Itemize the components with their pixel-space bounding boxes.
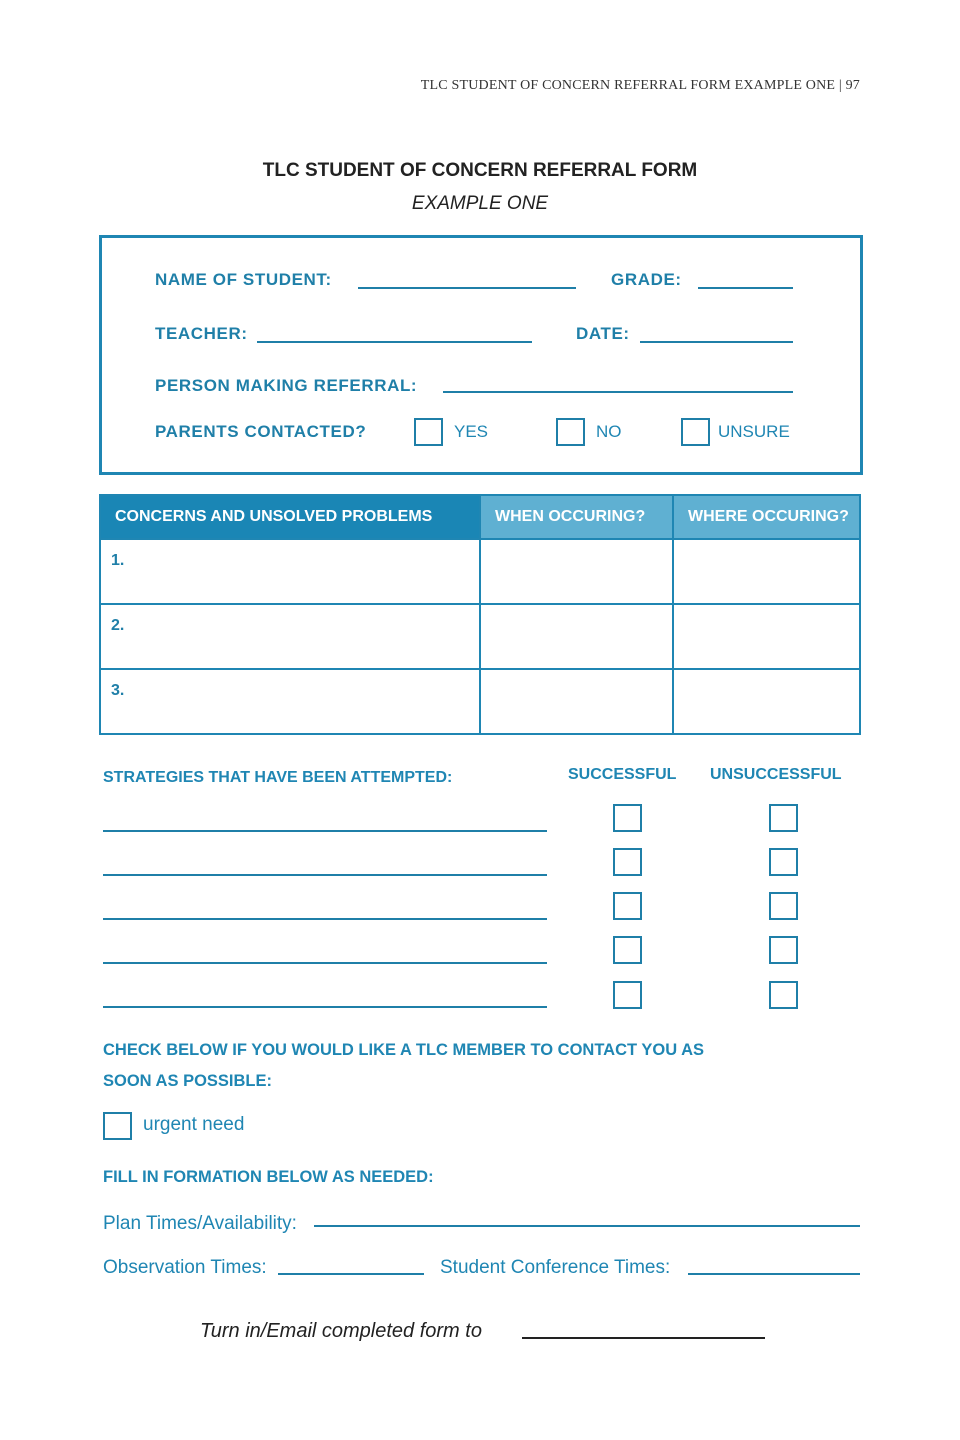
date-label: DATE: xyxy=(576,324,630,343)
strategy-line[interactable] xyxy=(103,1006,547,1008)
contact-instruction-line2: SOON AS POSSIBLE: xyxy=(103,1072,272,1090)
concern-cell[interactable] xyxy=(100,539,480,604)
name-of-student-field[interactable] xyxy=(358,287,576,289)
unsuccessful-checkbox[interactable] xyxy=(769,981,798,1009)
successful-checkbox[interactable] xyxy=(613,848,642,876)
when-header: WHEN OCCURING? xyxy=(480,495,673,539)
date-field[interactable] xyxy=(640,341,793,343)
parents-contacted-label: PARENTS CONTACTED? xyxy=(155,422,367,441)
referrer-label: PERSON MAKING REFERRAL: xyxy=(155,376,418,395)
form-subtitle: EXAMPLE ONE xyxy=(411,193,549,214)
form-title: TLC STUDENT OF CONCERN REFERRAL FORM xyxy=(262,160,698,181)
where-cell[interactable] xyxy=(673,669,860,734)
grade-label: GRADE: xyxy=(611,270,682,289)
unsuccessful-checkbox[interactable] xyxy=(769,848,798,876)
where-cell[interactable] xyxy=(673,539,860,604)
referrer-field[interactable] xyxy=(443,391,793,393)
strategy-line[interactable] xyxy=(103,874,547,876)
concern-cell[interactable] xyxy=(100,669,480,734)
concerns-header: CONCERNS AND UNSOLVED PROBLEMS xyxy=(100,495,480,539)
concerns-table xyxy=(99,494,861,735)
unsuccessful-checkbox[interactable] xyxy=(769,936,798,964)
grade-field[interactable] xyxy=(698,287,793,289)
contact-instruction-line1: CHECK BELOW IF YOU WOULD LIKE A TLC MEMBER TO CONTACT YOU AS xyxy=(103,1041,705,1059)
plan-times-field[interactable] xyxy=(314,1225,860,1227)
urgent-need-checkbox[interactable] xyxy=(103,1112,132,1140)
where-header: WHERE OCCURING? xyxy=(673,495,860,539)
conference-times-label: Student Conference Times: xyxy=(440,1257,671,1278)
teacher-label: TEACHER: xyxy=(155,324,248,343)
row-number: 1. xyxy=(111,552,125,569)
turn-in-instruction: Turn in/Email completed form to xyxy=(200,1320,482,1342)
urgent-need-label: urgent need xyxy=(143,1114,245,1135)
when-cell[interactable] xyxy=(480,604,673,669)
parents-yes-checkbox[interactable] xyxy=(414,418,443,446)
running-header: TLC STUDENT OF CONCERN REFERRAL FORM EXAMPLE ONE | 97 xyxy=(420,78,860,93)
observation-times-label: Observation Times: xyxy=(103,1257,267,1278)
successful-checkbox[interactable] xyxy=(613,981,642,1009)
table-header-row xyxy=(100,495,860,539)
unsuccessful-checkbox[interactable] xyxy=(769,804,798,832)
when-cell[interactable] xyxy=(480,669,673,734)
observation-times-field[interactable] xyxy=(278,1273,424,1275)
strategy-line[interactable] xyxy=(103,962,547,964)
strategy-line[interactable] xyxy=(103,830,547,832)
table-row xyxy=(100,604,860,669)
when-cell[interactable] xyxy=(480,539,673,604)
where-cell[interactable] xyxy=(673,604,860,669)
conference-times-field[interactable] xyxy=(688,1273,860,1275)
turn-in-field[interactable] xyxy=(522,1337,765,1339)
teacher-field[interactable] xyxy=(257,341,532,343)
successful-checkbox[interactable] xyxy=(613,804,642,832)
parents-unsure-checkbox[interactable] xyxy=(681,418,710,446)
row-number: 3. xyxy=(111,682,125,699)
name-of-student-label: NAME OF STUDENT: xyxy=(155,270,332,289)
table-row xyxy=(100,539,860,604)
table-row xyxy=(100,669,860,734)
unsuccessful-checkbox[interactable] xyxy=(769,892,798,920)
concern-cell[interactable] xyxy=(100,604,480,669)
parents-yes-label: YES xyxy=(454,422,489,441)
parents-no-checkbox[interactable] xyxy=(556,418,585,446)
plan-times-label: Plan Times/Availability: xyxy=(103,1213,297,1234)
successful-header: SUCCESSFUL xyxy=(568,766,677,783)
unsuccessful-header: UNSUCCESSFUL xyxy=(710,766,842,783)
strategies-label: STRATEGIES THAT HAVE BEEN ATTEMPTED: xyxy=(103,769,453,786)
successful-checkbox[interactable] xyxy=(613,892,642,920)
fill-info-label: FILL IN FORMATION BELOW AS NEEDED: xyxy=(103,1168,434,1186)
successful-checkbox[interactable] xyxy=(613,936,642,964)
row-number: 2. xyxy=(111,617,125,634)
parents-no-label: NO xyxy=(596,422,622,441)
parents-unsure-label: UNSURE xyxy=(718,422,790,441)
strategy-line[interactable] xyxy=(103,918,547,920)
